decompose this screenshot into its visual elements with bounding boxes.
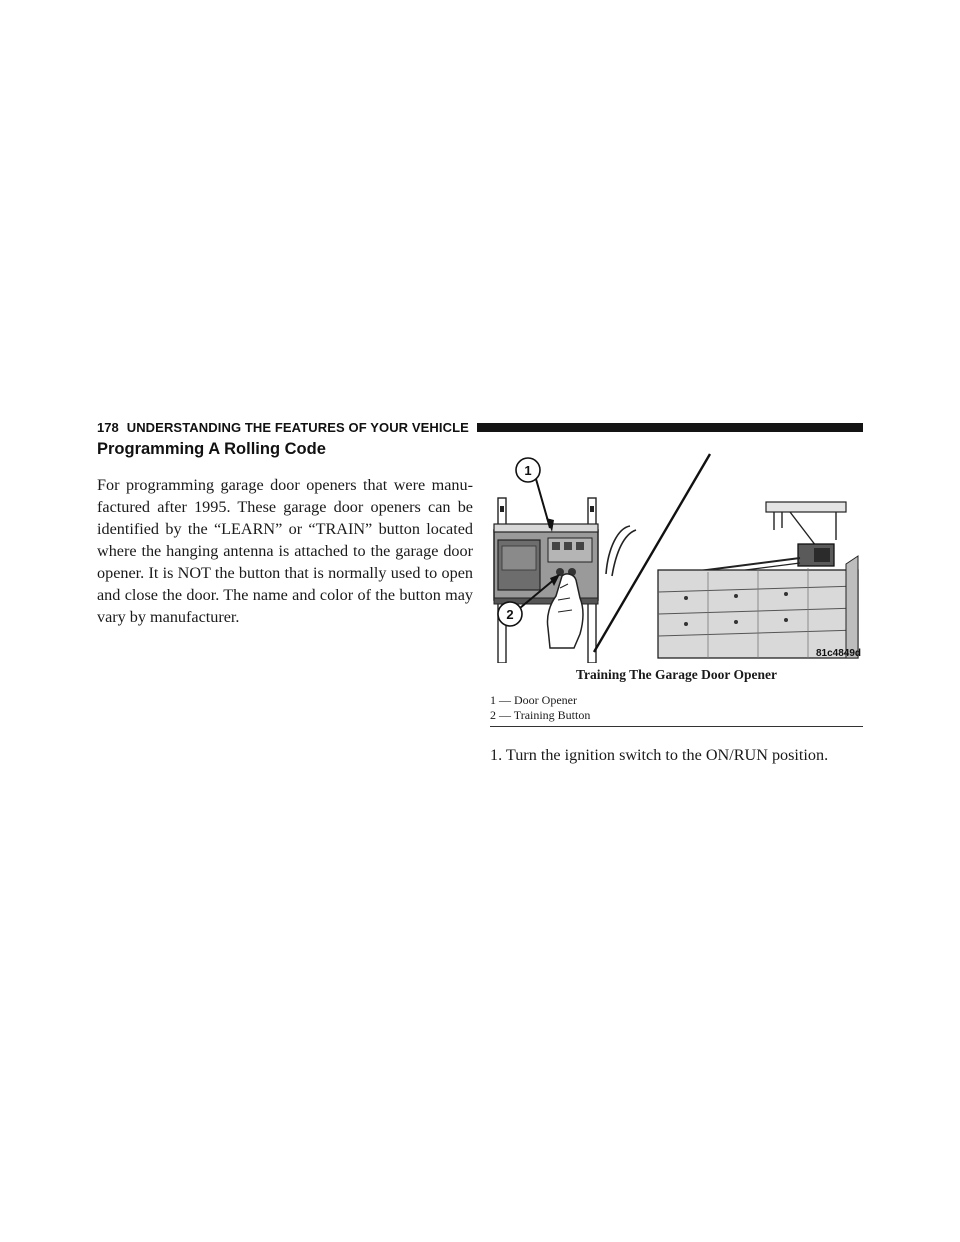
page-header bbox=[97, 418, 863, 436]
illustration-graphic bbox=[490, 448, 863, 663]
body-paragraph: For programming garage door openers that were manu-factured after 1995. These garage door openers can be identified by the “LEARN” or “TRAIN” button located where the hanging antenna is attached to the garage door opener. It is NOT the button that is normally used to open and close the door. The name and color of the button may vary by manufacturer. bbox=[97, 476, 473, 626]
section-title: Programming A Rolling Code bbox=[97, 440, 326, 458]
legend-item: 1 — Door Opener bbox=[490, 693, 577, 707]
section-header-title: UNDERSTANDING THE FEATURES OF YOUR VEHICLE bbox=[126, 419, 469, 435]
opener-closeup bbox=[494, 458, 636, 663]
header-rule-bar bbox=[477, 423, 863, 432]
step-item: 1. Turn the ignition switch to the ON/RUN position. bbox=[490, 746, 829, 764]
callout-2-label: 2 bbox=[506, 607, 514, 622]
figure-caption: Training The Garage Door Opener bbox=[576, 667, 777, 682]
page-number: 178 bbox=[97, 419, 119, 435]
figure-legend bbox=[490, 693, 863, 727]
garage-overview bbox=[658, 502, 858, 658]
garage-door-opener-illustration bbox=[490, 448, 863, 663]
legend-item: 2 — Training Button bbox=[490, 708, 591, 722]
callout-1-label: 1 bbox=[524, 463, 532, 478]
figure-code: 81c4849d bbox=[815, 648, 861, 659]
